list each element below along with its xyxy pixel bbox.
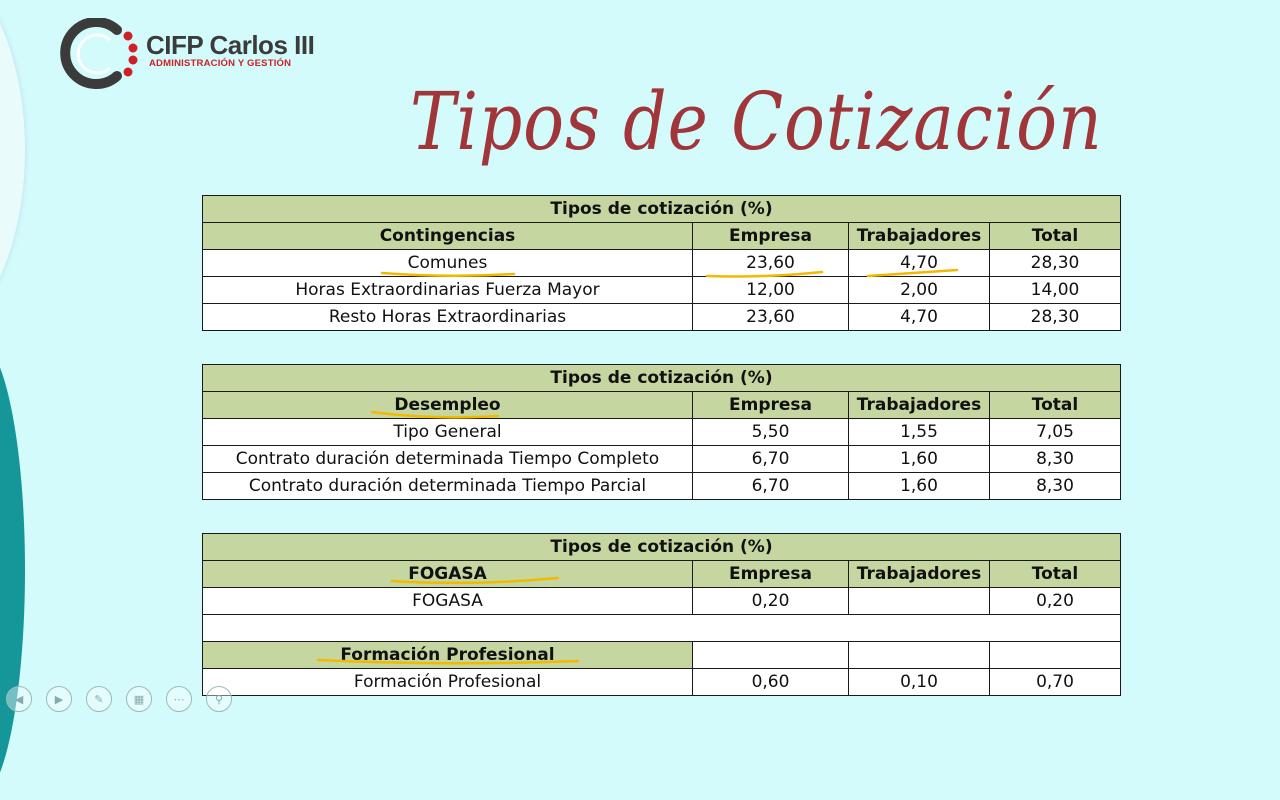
- empty-cell: [203, 615, 1121, 642]
- table-row: [203, 473, 1121, 500]
- more-icon[interactable]: ⋯: [166, 686, 192, 712]
- table-row: [203, 588, 1121, 615]
- column-header-trabajadores: Trabajadores: [849, 223, 990, 250]
- table-row: [203, 446, 1121, 473]
- column-header-concept: Contingencias: [203, 223, 693, 250]
- table-row: [203, 304, 1121, 331]
- decorative-arc-light: [0, 0, 25, 360]
- column-header-empresa: Empresa: [693, 392, 849, 419]
- empty-cell: [693, 642, 849, 669]
- empresa-value: 6,70: [693, 473, 849, 500]
- trabajadores-value: 4,70: [849, 304, 990, 331]
- total-value: 28,30: [990, 304, 1121, 331]
- total-value: 8,30: [990, 446, 1121, 473]
- table-row: [203, 669, 1121, 696]
- table-fogasa: [202, 533, 1121, 696]
- empresa-value: 23,60: [693, 250, 849, 277]
- column-header-concept: Desempleo: [203, 392, 693, 419]
- slide-title: Tipos de Cotización: [410, 75, 1103, 168]
- row-label: Comunes: [203, 250, 693, 277]
- row-label: Contrato duración determinada Tiempo Completo: [203, 446, 693, 473]
- spacer-row: [203, 615, 1121, 642]
- empty-cell: [849, 642, 990, 669]
- table-contingencias: [202, 195, 1121, 331]
- empresa-value: 5,50: [693, 419, 849, 446]
- total-value: 0,70: [990, 669, 1121, 696]
- column-header-trabajadores: Trabajadores: [849, 392, 990, 419]
- total-value: 7,05: [990, 419, 1121, 446]
- column-header-empresa: Empresa: [693, 223, 849, 250]
- column-header-total: Total: [990, 223, 1121, 250]
- trabajadores-value: 1,60: [849, 473, 990, 500]
- column-header-total: Total: [990, 561, 1121, 588]
- logo-c-icon: [55, 18, 145, 90]
- row-label: Contrato duración determinada Tiempo Parcial: [203, 473, 693, 500]
- decorative-arc-teal: [0, 340, 25, 800]
- column-header-trabajadores: Trabajadores: [849, 561, 990, 588]
- column-header-empresa: Empresa: [693, 561, 849, 588]
- cifp-logo: [55, 18, 345, 90]
- logo-subtitle: ADMINISTRACIÓN Y GESTIÓN: [149, 58, 292, 69]
- next-icon[interactable]: ▶: [46, 686, 72, 712]
- table-row: [203, 277, 1121, 304]
- trabajadores-value: 1,60: [849, 446, 990, 473]
- trabajadores-value: 4,70: [849, 250, 990, 277]
- table-caption: Tipos de cotización (%): [203, 196, 1121, 223]
- row-label: FOGASA: [203, 588, 693, 615]
- row-label: Formación Profesional: [203, 669, 693, 696]
- total-value: 28,30: [990, 250, 1121, 277]
- empty-cell: [990, 642, 1121, 669]
- table-row: [203, 419, 1121, 446]
- empresa-value: 0,60: [693, 669, 849, 696]
- trabajadores-value: 2,00: [849, 277, 990, 304]
- logo-name: CIFP Carlos III: [146, 30, 315, 60]
- pen-icon[interactable]: ✎: [86, 686, 112, 712]
- table-desempleo: [202, 364, 1121, 500]
- trabajadores-value: 0,10: [849, 669, 990, 696]
- row-label: Horas Extraordinarias Fuerza Mayor: [203, 277, 693, 304]
- slides-icon[interactable]: ▦: [126, 686, 152, 712]
- section-header-formacion: Formación Profesional: [203, 642, 693, 669]
- row-label: Resto Horas Extraordinarias: [203, 304, 693, 331]
- empresa-value: 23,60: [693, 304, 849, 331]
- slideshow-controls: [6, 686, 232, 712]
- column-header-concept: FOGASA: [203, 561, 693, 588]
- trabajadores-value: 1,55: [849, 419, 990, 446]
- empresa-value: 0,20: [693, 588, 849, 615]
- table-caption: Tipos de cotización (%): [203, 534, 1121, 561]
- total-value: 0,20: [990, 588, 1121, 615]
- table-row: [203, 250, 1121, 277]
- total-value: 8,30: [990, 473, 1121, 500]
- row-label: Tipo General: [203, 419, 693, 446]
- empresa-value: 6,70: [693, 446, 849, 473]
- empresa-value: 12,00: [693, 277, 849, 304]
- table-caption: Tipos de cotización (%): [203, 365, 1121, 392]
- trabajadores-value: [849, 588, 990, 615]
- zoom-icon[interactable]: ⚲: [206, 686, 232, 712]
- previous-icon[interactable]: ◀: [6, 686, 32, 712]
- column-header-total: Total: [990, 392, 1121, 419]
- total-value: 14,00: [990, 277, 1121, 304]
